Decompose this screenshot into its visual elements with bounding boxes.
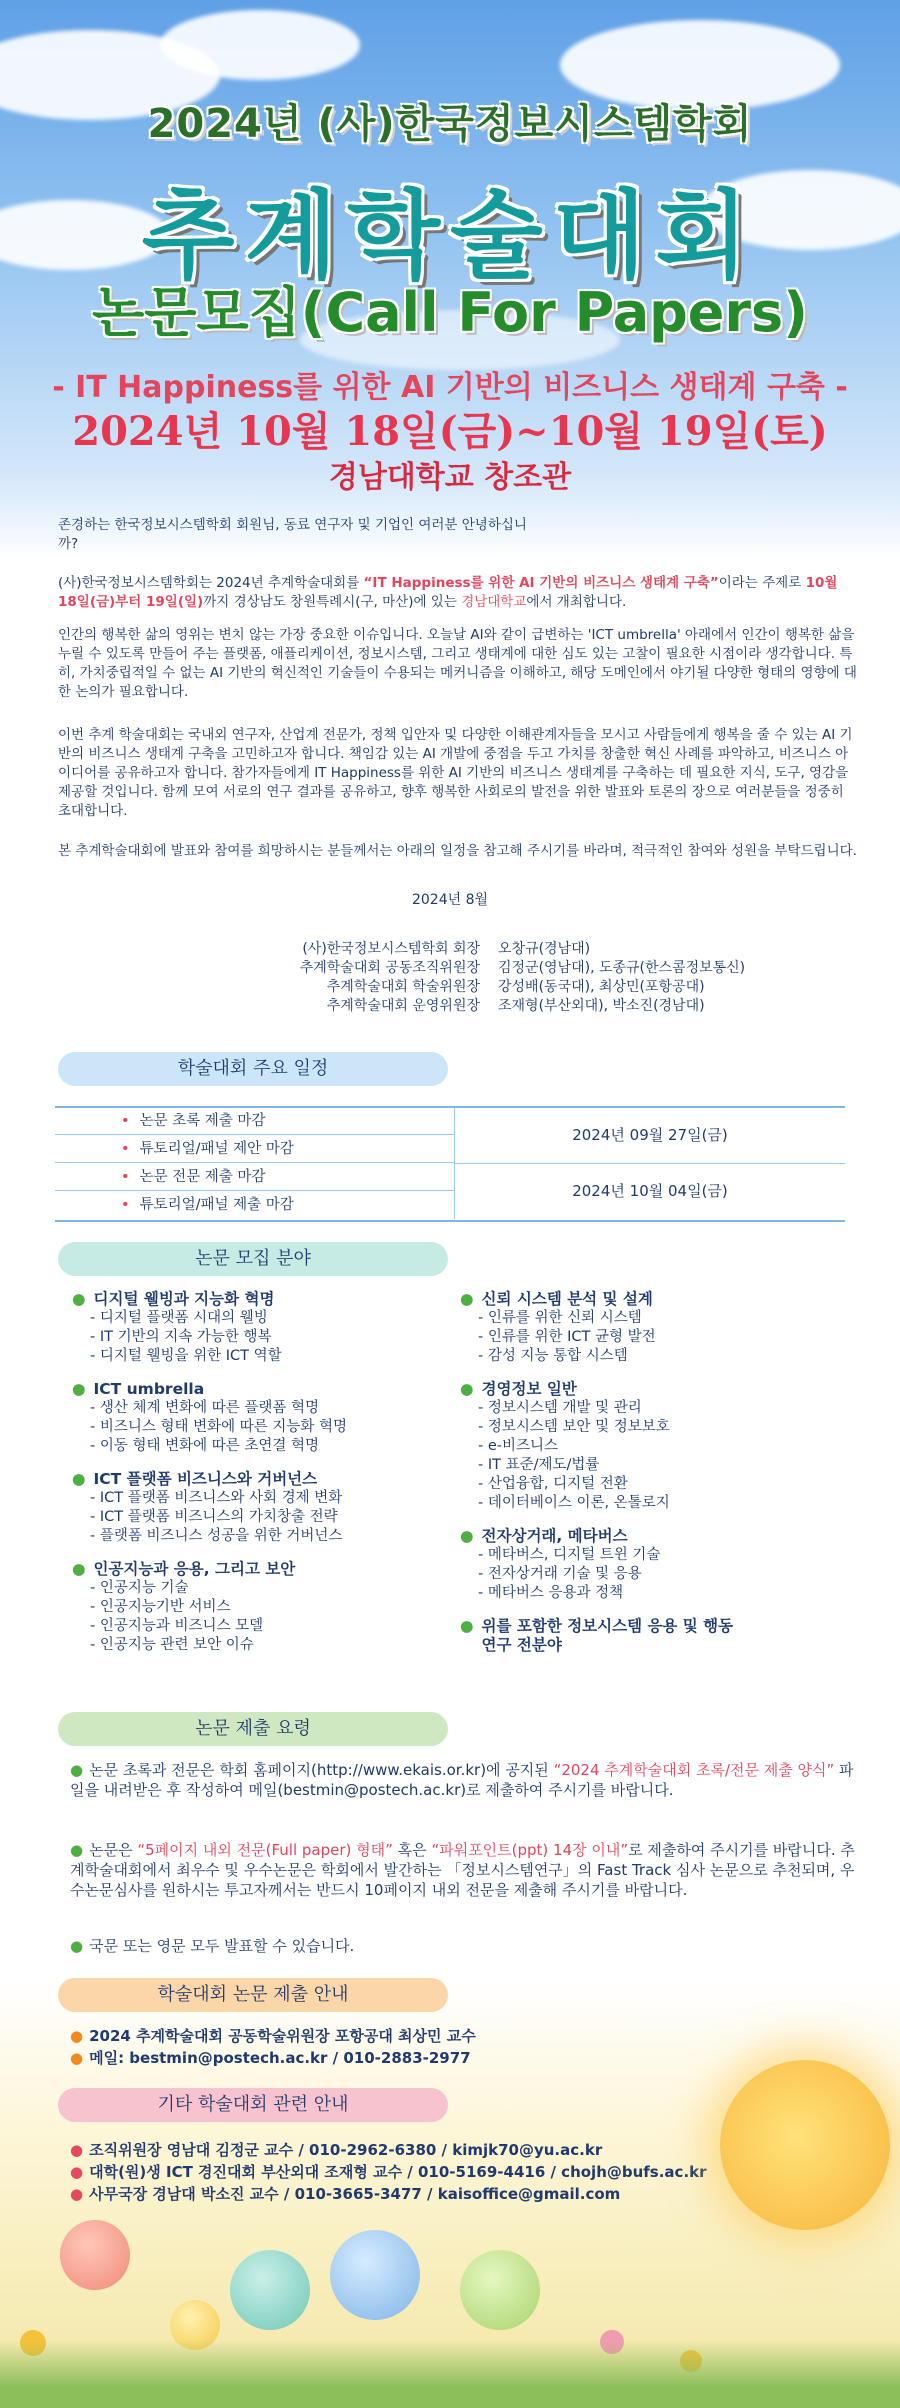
intro-paragraph: 인간의 행복한 삶의 영위는 변치 않는 가장 중요한 이슈입니다. 오늘날 AI와 같이 급변하는 'ICT umbrella' 아래에서 인간이 행복한 삶을 누릴 수 있도록 만들어 주는 플랫폼, 애플리케이션, 정보시스템, 그리고 생태계에 대한 심도 있는 고찰이 필요한 시점이라 생각합니다. 특히, 가치중립적일 수 없는 AI 기반의 혁신적인 기술들이 수용되는 메커니즘을 이해하고, 해당 도메인에서 야기될 다양한 형태의 영향에 대한 논의가 필요합니다. bbox=[58, 627, 857, 700]
fields-heading: 논문 모집 분야 bbox=[58, 1242, 448, 1276]
smiley-illustration bbox=[60, 2220, 130, 2290]
sun-illustration bbox=[720, 2060, 890, 2230]
field-heading: ● 위를 포함한 정보시스템 응용 및 행동 연구 전분야 bbox=[460, 1617, 734, 1654]
schedule-heading: 학술대회 주요 일정 bbox=[58, 1052, 448, 1086]
signatory-row: 추계학술대회 학술위원장 강성배(동국대), 최상민(포항공대) bbox=[326, 979, 705, 995]
schedule-row: • 논문 초록 제출 마감 bbox=[55, 1108, 455, 1135]
submission-bullet: ● 논문은 “5페이지 내외 전문(Full paper) 형태” 혹은 “파워포인트(ppt) 14장 이내”로 제출하여 주시기를 바랍니다. 추계학술대회에서 최우수 및 우수논문은 학회에서 발간하는 「정보시스템연구」의 Fast Track 심사 논문으로 추천되며, 우수논문심사를 원하시는 투고자께서는 반드시 10페이지 내외 전문을 제출해 주시기를 바랍니다. bbox=[70, 1841, 855, 1899]
cloud-decoration bbox=[160, 10, 360, 80]
field-items: - 인류를 위한 신뢰 시스템 - 인류를 위한 ICT 균형 발전 - 감성 지능 통합 시스템 bbox=[460, 1309, 850, 1366]
signatory-row: 추계학술대회 운영위원장 조재형(부산외대), 박소진(경남대) bbox=[326, 998, 705, 1014]
field-items: - 메타버스, 디지털 트윈 기술 - 전자상거래 기술 및 응용 - 메타버스 응용과 정책 bbox=[460, 1546, 850, 1603]
signatory-row: (사)한국정보시스템학회 회장 오창규(경남대) bbox=[302, 941, 591, 957]
deadline-1: 2024년 09월 27일(금) bbox=[454, 1108, 845, 1164]
grass-illustration bbox=[0, 2340, 900, 2408]
smiley-illustration bbox=[460, 2250, 540, 2330]
letter-date: 2024년 8월 bbox=[411, 892, 489, 908]
schedule-table bbox=[55, 1106, 845, 1222]
other-item: ● 사무국장 경남대 박소진 교수 / 010-3665-3477 / kaisoffice@gmail.com bbox=[70, 2185, 621, 2203]
field-heading: ● 신뢰 시스템 분석 및 설계 bbox=[460, 1290, 653, 1308]
event-dates: 2024년 10월 18일(금)~10월 19일(토) bbox=[72, 408, 828, 455]
other-item: ● 대학(원)생 ICT 경진대회 부산외대 조재형 교수 / 010-5169-4416 / chojh@bufs.ac.kr bbox=[70, 2163, 707, 2181]
schedule-row: • 튜토리얼/패널 제안 마감 bbox=[55, 1136, 455, 1163]
field-items: - ICT 플랫폼 비즈니스와 사회 경제 변화 - ICT 플랫폼 비즈니스의 가치창출 전략 - 플랫폼 비즈니스 성공을 위한 거버넌스 bbox=[72, 1489, 462, 1546]
other-heading: 기타 학술대회 관련 안내 bbox=[58, 2088, 448, 2122]
header-society: 2024년 (사)한국정보시스템학회 bbox=[147, 101, 753, 147]
field-items: - 정보시스템 개발 및 관리 - 정보시스템 보안 및 정보보호 - e-비즈니스 - IT 표준/제도/법률 - 산업융합, 디지털 전환 - 데이터베이스 이론, 온톨로지 bbox=[460, 1399, 850, 1513]
other-item: ● 조직위원장 영남대 김정군 교수 / 010-2962-6380 / kimjk70@yu.ac.kr bbox=[70, 2141, 603, 2159]
header-event: 추계학술대회 bbox=[141, 180, 759, 292]
signatory-row: 추계학술대회 공동조직위원장 김정군(영남대), 도종규(한스콤정보통신) bbox=[299, 960, 746, 976]
intro-paragraph: 이번 추계 학술대회는 국내외 연구자, 산업계 전문가, 정책 입안자 및 다양한 이해관계자들을 모시고 사람들에게 행복을 줄 수 있는 AI 기반의 비즈니스 생태계 구축을 고민하고자 합니다. 책임감 있는 AI 개발에 중점을 두고 가치를 창출한 혁신 사례를 파악하고, 비즈니스 아이디어를 공유하고자 합니다. 참가자들에게 IT Happiness를 위한 AI 기반의 비즈니스 생태계를 구축하는 데 필요한 지식, 도구, 영감을 제공할 것입니다. 함께 모여 서로의 연구 결과를 공유하고, 향후 행복한 사회로의 발전을 위한 발표와 토론의 장으로 여러분들을 정중히 초대합니다. bbox=[58, 727, 853, 819]
fields-left-column bbox=[72, 1290, 462, 1655]
field-heading: ● 디지털 웰빙과 지능화 혁명 bbox=[72, 1290, 275, 1308]
contact-item: ● 2024 추계학술대회 공동학술위원장 포항공대 최상민 교수 bbox=[70, 2027, 476, 2045]
submission-bullet: ● 국문 또는 영문 모두 발표할 수 있습니다. bbox=[70, 1937, 355, 1955]
signatories bbox=[190, 940, 745, 1016]
theme: - IT Happiness를 위한 AI 기반의 비즈니스 생태계 구축 - bbox=[52, 370, 848, 405]
contact-heading: 학술대회 논문 제출 안내 bbox=[58, 1978, 448, 2012]
fields-right-column bbox=[460, 1290, 850, 1655]
schedule-row: • 튜토리얼/패널 제출 마감 bbox=[121, 1197, 294, 1213]
field-items: - 인공지능 기술 - 인공지능기반 서비스 - 인공지능과 비즈니스 모델 - 인공지능 관련 보안 이슈 bbox=[72, 1579, 462, 1655]
submission-bullet: ● 논문 초록과 전문은 학회 홈페이지(http://www.ekais.or.kr)에 공지된 “2024 추계학술대회 초록/전문 제출 양식” 파일을 내려받은 후 작성하여 메일(bestmin@postech.ac.kr)로 제출하여 주시기를 바랍니다. bbox=[70, 1761, 854, 1799]
greeting: 존경하는 한국정보시스템학회 회원님, 동료 연구자 및 기업인 여러분 안녕하십니까? bbox=[58, 517, 527, 552]
deadline-2: 2024년 10월 04일(금) bbox=[454, 1164, 845, 1219]
field-heading: ● 전자상거래, 메타버스 bbox=[460, 1527, 628, 1545]
intro-paragraph: 본 추계학술대회에 발표와 참여를 희망하시는 분들께서는 아래의 일정을 참고해 주시기를 바라며, 적극적인 참여와 성원을 부탁드립니다. bbox=[58, 843, 857, 859]
field-heading: ● 인공지능과 응용, 그리고 보안 bbox=[72, 1560, 296, 1578]
field-heading: ● ICT 플랫폼 비즈니스와 거버넌스 bbox=[72, 1470, 318, 1488]
field-heading: ● ICT umbrella bbox=[72, 1380, 205, 1398]
field-items: - 생산 체계 변화에 따른 플랫폼 혁명 - 비즈니스 형태 변화에 따른 지능화 혁명 - 이동 형태 변화에 따른 초연결 혁명 bbox=[72, 1399, 462, 1456]
submission-heading: 논문 제출 요령 bbox=[58, 1712, 448, 1746]
venue: 경남대학교 창조관 bbox=[328, 460, 572, 495]
smiley-illustration bbox=[330, 2230, 420, 2320]
smiley-illustration bbox=[230, 2250, 310, 2330]
intro-paragraph: (사)한국정보시스템학회는 2024년 추계학술대회를 “IT Happiness를 위한 AI 기반의 비즈니스 생태계 구축”이라는 주제로 10월 18일(금)부터 19일(일)까지 경상남도 창원특례시(구, 마산)에 있는 경남대학교에서 개최합니다. bbox=[58, 575, 838, 610]
schedule-row: • 논문 전문 제출 마감 bbox=[55, 1164, 455, 1191]
header-cfp: 논문모집(Call For Papers) bbox=[92, 281, 808, 344]
field-items: - 디지털 플랫폼 시대의 웰빙 - IT 기반의 지속 가능한 행복 - 디지털 웰빙을 위한 ICT 역할 bbox=[72, 1309, 462, 1366]
field-heading: ● 경영정보 일반 bbox=[460, 1380, 577, 1398]
contact-item: ● 메일: bestmin@postech.ac.kr / 010-2883-2977 bbox=[70, 2049, 471, 2067]
